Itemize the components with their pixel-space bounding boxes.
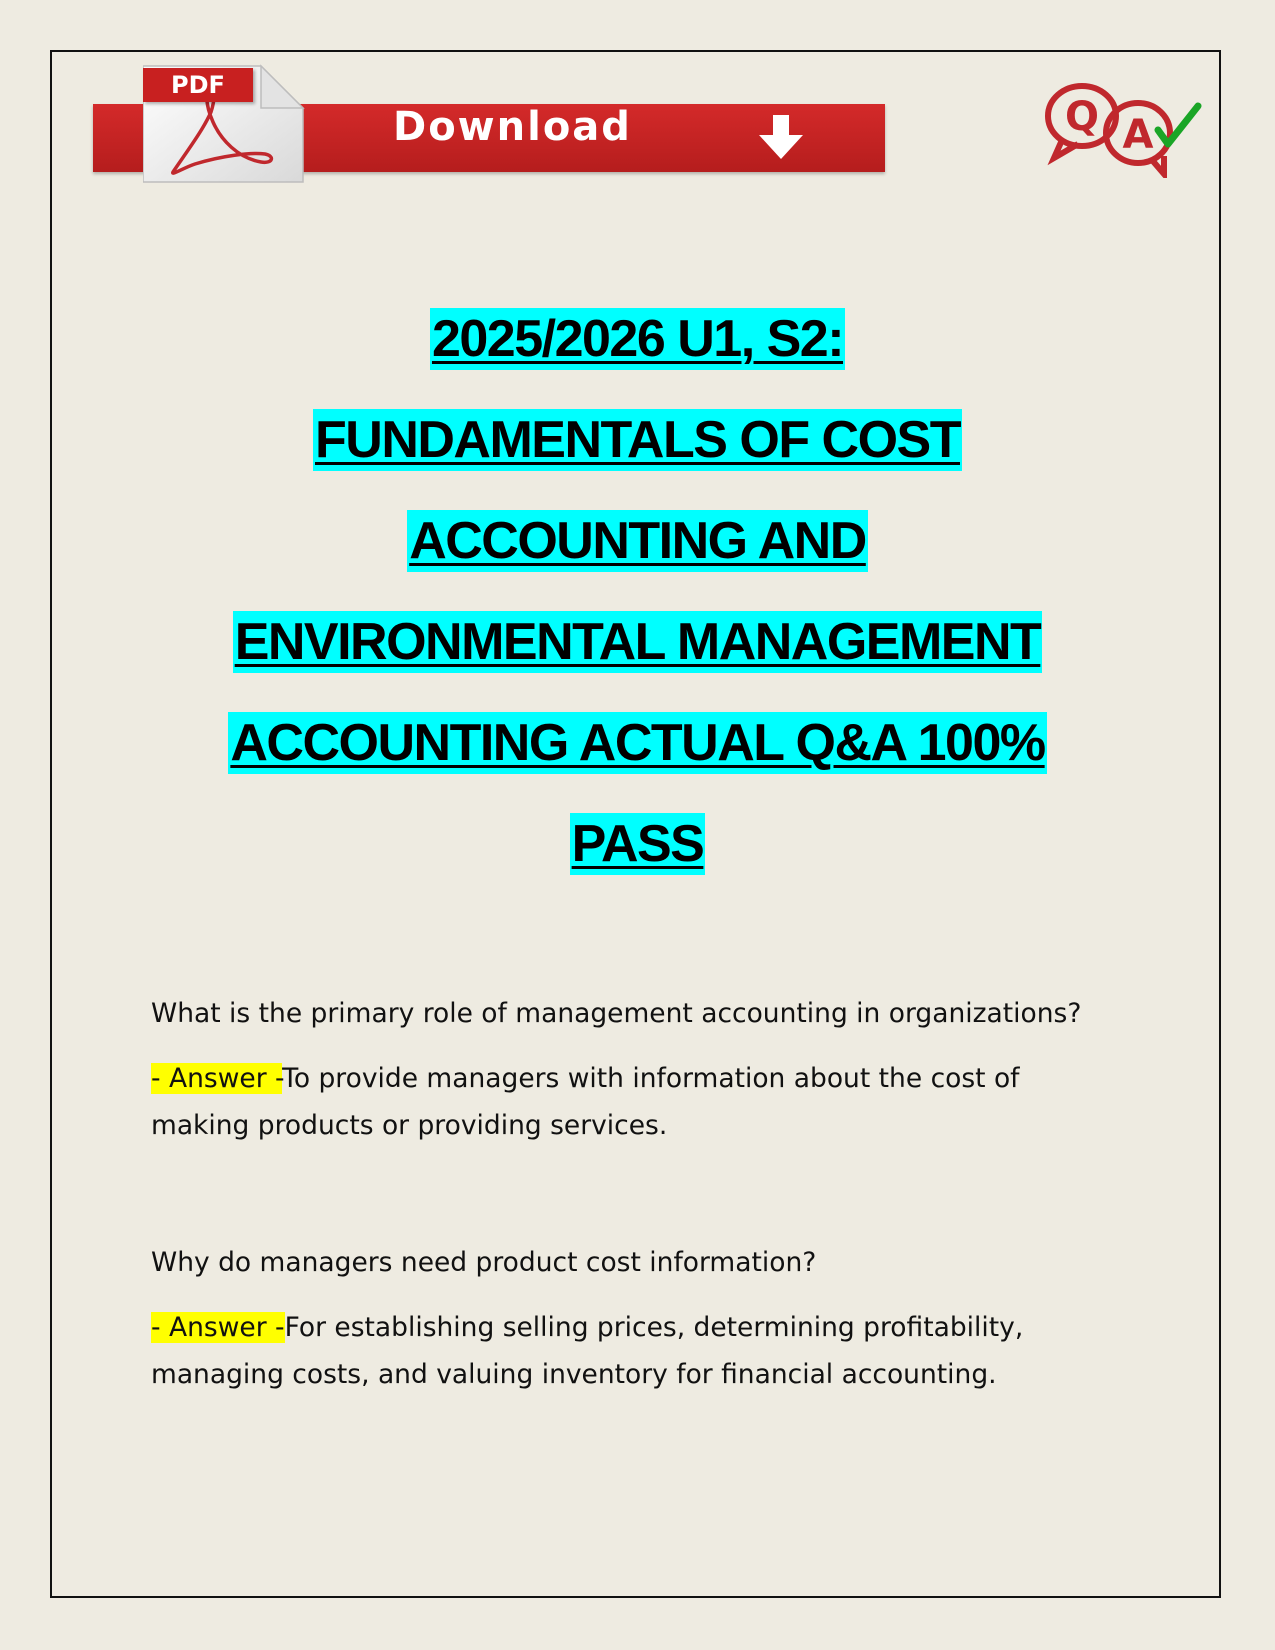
title-line-6: PASS xyxy=(571,815,704,873)
download-arrow-icon[interactable] xyxy=(756,115,806,161)
title-line-3: ACCOUNTING AND xyxy=(409,512,866,570)
qa-item xyxy=(151,990,1131,1149)
answer-text xyxy=(151,1304,1131,1398)
qa-item xyxy=(151,1239,1131,1398)
answer-line-1: To provide managers with information about the cost of xyxy=(282,1063,1020,1094)
logo-a-letter: A xyxy=(1122,112,1154,158)
answer-line-1: For establishing selling prices, determining profitability, xyxy=(284,1312,1024,1343)
pdf-tag: PDF xyxy=(143,68,253,102)
answer-line-2: managing costs, and valuing inventory for financial accounting. xyxy=(151,1359,997,1390)
pdf-download-banner[interactable] xyxy=(93,60,885,185)
answer-text xyxy=(151,1055,1131,1149)
title-line-5: ACCOUNTING ACTUAL Q&A 100% xyxy=(230,714,1045,772)
title-line-4: ENVIRONMENTAL MANAGEMENT xyxy=(234,613,1041,671)
qa-logo xyxy=(1040,78,1210,178)
answer-line-2: making products or providing services. xyxy=(151,1110,668,1141)
download-label[interactable]: Download xyxy=(393,104,632,150)
question-text: Why do managers need product cost information? xyxy=(151,1247,817,1278)
answer-label: - Answer - xyxy=(151,1063,283,1094)
answer-label: - Answer - xyxy=(151,1312,285,1343)
logo-q-letter: Q xyxy=(1064,94,1100,140)
title-line-2: FUNDAMENTALS OF COST xyxy=(315,411,960,469)
title-line-1: 2025/2026 U1, S2: xyxy=(431,310,844,368)
question-text: What is the primary role of management accounting in organizations? xyxy=(151,998,1082,1029)
document-title xyxy=(60,308,1215,914)
pdf-file-icon xyxy=(143,60,313,185)
